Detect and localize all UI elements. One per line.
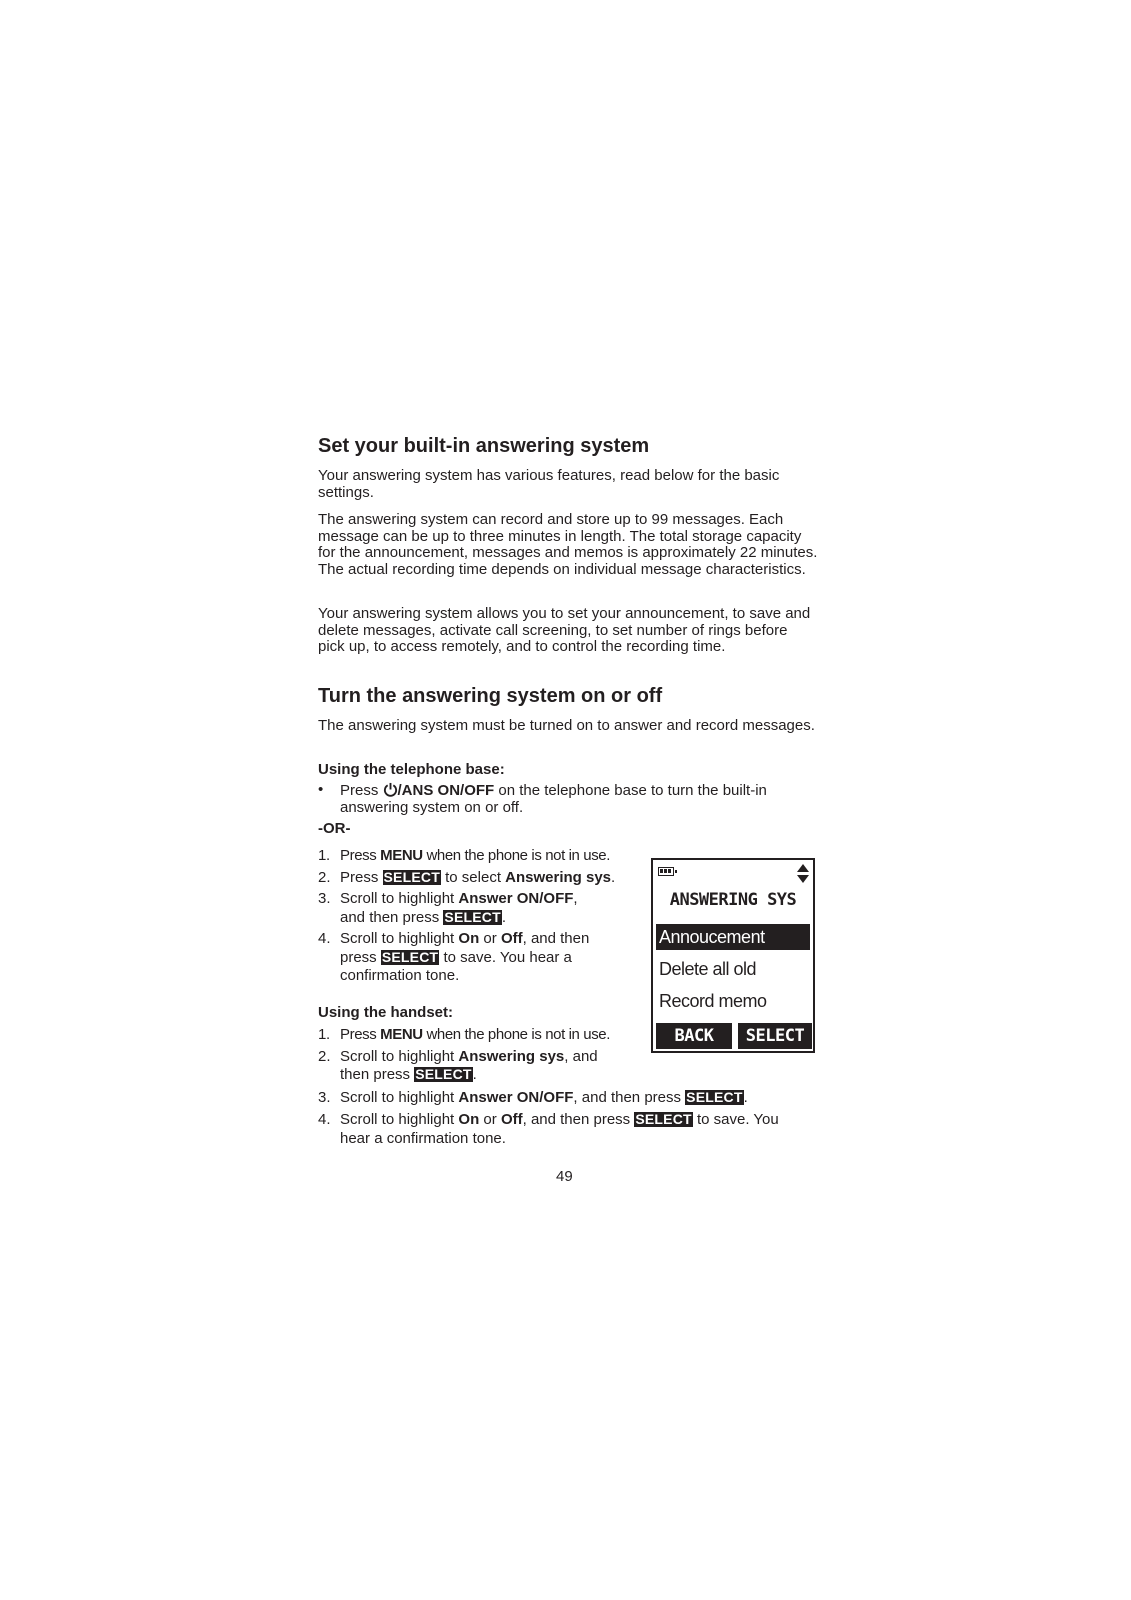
capacity-paragraph: The answering system can record and store up to 99 messages. Each message can be up to three minutes in length. The total storage capacity for the announcement, messages and memos is approximately 22 minutes. The actual recording time depends on individual message characteristics. (318, 511, 818, 578)
select-key-label: SELECT (415, 1066, 472, 1082)
up-down-arrows-icon (797, 864, 809, 884)
list-item: 1. Press MENU when the phone is not in use. (318, 847, 611, 864)
battery-icon (658, 867, 674, 876)
list-item: 1. Press MENU when the phone is not in use. (318, 1026, 611, 1043)
base-steps-list (318, 847, 648, 986)
bullet-text: Press /ANS ON/OFF on the telephone base to turn the built-in answering system on or off. (340, 782, 767, 816)
page-number: 49 (556, 1168, 573, 1185)
select-key-label: SELECT (635, 1111, 692, 1127)
screen-title: ANSWERING SYS (669, 890, 797, 910)
screen-item-highlighted: Annoucement (656, 924, 810, 950)
list-item: 4. Scroll to highlight On or Off, and then press SELECT to save. You hear a confirmation tone. (318, 1111, 779, 1147)
intro-paragraph: Your answering system has various features, read below for the basic settings. (318, 467, 780, 501)
select-key-label: SELECT (383, 868, 440, 885)
bullet-dot: • (318, 781, 324, 798)
onoff-paragraph: The answering system must be turned on to answer and record messages. (318, 717, 815, 734)
softkey-select: SELECT (738, 1023, 812, 1049)
screen-item: Record memo (659, 991, 767, 1011)
select-key-label: SELECT (381, 948, 439, 965)
or-label: -OR- (318, 820, 351, 837)
select-key-label: SELECT (686, 1088, 743, 1105)
features-paragraph: Your answering system allows you to set your announcement, to save and delete messages, activate call screening, to set number of rings before pick up, to access remotely, and to control the recording time. (318, 605, 811, 655)
list-item: 2. Press SELECT to select Answering sys. (318, 868, 616, 886)
section-title: Set your built-in answering system (318, 435, 650, 457)
power-icon (383, 782, 398, 797)
base-heading: Using the telephone base: (318, 761, 505, 778)
subsection-title: Turn the answering system on or off (318, 685, 663, 707)
screen-item: Delete all old (659, 959, 757, 979)
select-key-label: SELECT (444, 908, 501, 925)
list-item: 2. Scroll to highlight Answering sys, and then press SELECT. (318, 1047, 598, 1083)
handset-screen-illustration (651, 858, 815, 1053)
list-item: 3. Scroll to highlight Answer ON/OFF, and then press SELECT. (318, 890, 578, 926)
list-item: 4. Scroll to highlight On or Off, and then press SELECT to save. You hear a confirmation tone. (318, 930, 590, 984)
softkey-back: BACK (656, 1023, 732, 1049)
handset-heading: Using the handset: (318, 1004, 454, 1021)
list-item: 3. Scroll to highlight Answer ON/OFF, and then press SELECT. (318, 1088, 748, 1106)
